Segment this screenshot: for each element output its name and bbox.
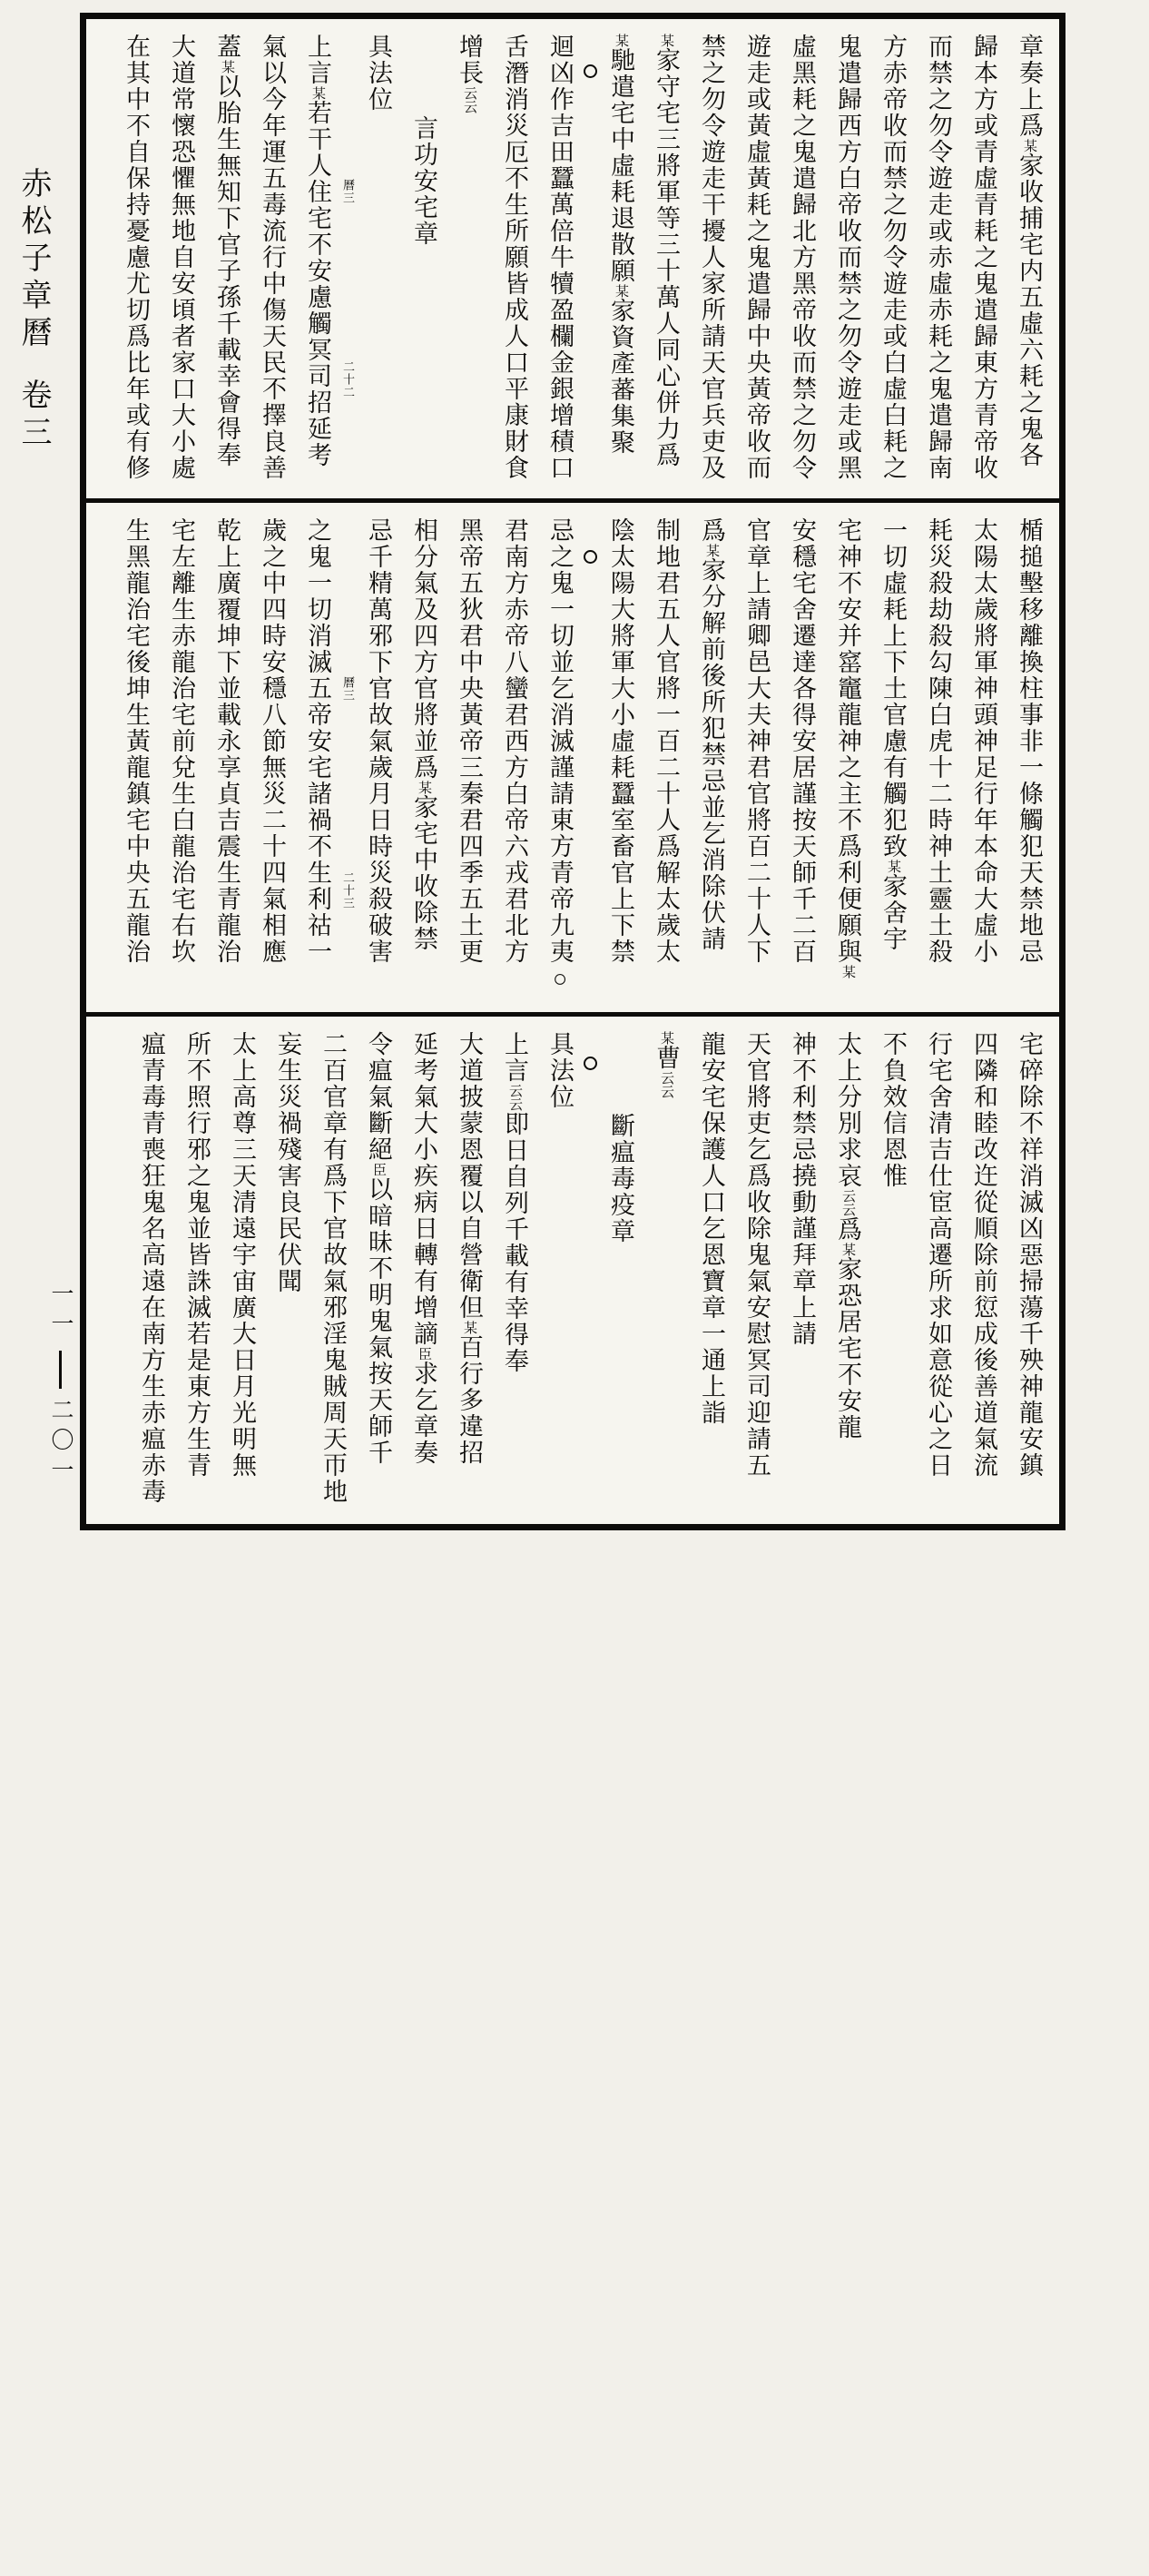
- column-text: 即日自列千載有幸得奉: [501, 1111, 528, 1374]
- gutter-column: [583, 1031, 598, 1519]
- text-column: [689, 34, 734, 493]
- column-text: 宅左離生赤龍治宅前兌生白龍治宅右坎: [168, 517, 195, 965]
- column-text: 氣以今年運五毒流行中傷天民不擇良善: [259, 34, 286, 481]
- folio-note: 二十三: [341, 871, 355, 909]
- text-column: [825, 1031, 870, 1519]
- column-text: 虛黑耗之鬼遣歸北方黑帝收而禁之勿令: [789, 34, 816, 481]
- text-column: [916, 517, 961, 1007]
- column-text: 家收捕宅内五虛六耗之鬼各: [1016, 152, 1043, 468]
- column-text: 陰太陽大將軍大小虛耗蠶室畜官上下禁: [607, 517, 634, 965]
- column-text: 以暗昧不明鬼氣按天師千: [365, 1176, 392, 1466]
- column-text: 斷瘟毒疫章: [607, 1113, 634, 1244]
- text-column: [113, 34, 159, 493]
- column-text: 蓋: [213, 34, 241, 60]
- column-text: 增長: [456, 34, 483, 86]
- text-column: [643, 34, 689, 493]
- text-column: [598, 34, 643, 493]
- text-column: [356, 34, 401, 493]
- text-column: [780, 1031, 825, 1519]
- section-marker-circle-icon: [584, 1057, 597, 1070]
- text-column: [961, 517, 1007, 1007]
- text-column: [356, 517, 401, 1007]
- gutter-column: [583, 517, 598, 1007]
- column-text: 太上高尊三天清遠宇宙廣大日月光明無: [229, 1031, 256, 1479]
- text-column: [870, 34, 916, 493]
- column-text: 曹: [653, 1045, 680, 1071]
- column-text: 太上分別求哀: [834, 1031, 861, 1189]
- column-text: 百行多違招: [456, 1334, 483, 1466]
- text-column: [159, 517, 204, 1007]
- text-column: [961, 34, 1007, 493]
- text-column: [643, 517, 689, 1007]
- small-char: 某: [614, 284, 628, 298]
- column-text: 家舍宇: [879, 873, 907, 952]
- column-text: 乾上廣覆坤下並載永享貞吉震生青龍治: [213, 517, 241, 965]
- gutter-column: [340, 517, 356, 1007]
- section-title-column: [598, 1031, 643, 1519]
- text-column: [401, 1031, 447, 1519]
- column-text: 而禁之勿令遊走或赤虛赤耗之鬼遣歸南: [925, 34, 952, 481]
- column-text: 龍安宅保護人口乞恩寶章一通上詣: [698, 1031, 725, 1426]
- small-char: 某: [1022, 139, 1036, 152]
- column-text: 大道披蒙恩覆以自營衛但: [456, 1031, 483, 1321]
- book-title-column: [15, 167, 51, 453]
- text-column: [356, 1031, 401, 1519]
- column-text: 天官將吏乞爲收除鬼氣安慰冥司迎請五: [743, 1031, 771, 1479]
- text-column: [537, 34, 583, 493]
- column-text: 二百官章有爲下官故氣邪淫鬼賊周天帀地: [319, 1031, 347, 1505]
- text-column: [689, 517, 734, 1007]
- text-column: [825, 34, 870, 493]
- column-text: 爲: [834, 1216, 861, 1243]
- column-text: 一切虛耗上下土官慮有觸犯致: [879, 517, 907, 860]
- text-column: [204, 34, 250, 493]
- text-column: [220, 1031, 265, 1519]
- column-text: 方赤帝收而禁之勿令遊走或白虛白耗之: [879, 34, 907, 481]
- section-title-column: [401, 34, 447, 493]
- column-text: 行宅舍清吉仕宦高遷所求如意從心之日: [925, 1031, 952, 1479]
- column-text: 求乞章奏: [410, 1361, 437, 1466]
- text-column: [250, 34, 295, 493]
- column-text: 神不利禁忌撓動謹拜章上請: [789, 1031, 816, 1347]
- column-text: 君南方赤帝八蠻君西方白帝六戎君北方: [501, 517, 528, 965]
- page-number-dash: [59, 1351, 62, 1389]
- column-text: 章奏上爲: [1016, 34, 1043, 139]
- text-column: [643, 1031, 689, 1519]
- column-text: 家分解前後所犯禁忌並乞消除伏請: [698, 557, 725, 952]
- column-text: 耗災殺劫殺勾陳白虎十二時神土靈土殺: [925, 517, 952, 965]
- small-char: 某: [840, 965, 855, 978]
- small-char: 某: [220, 60, 234, 74]
- column-text: 不負效信恩惟: [879, 1031, 907, 1189]
- column-text: 楯搥墼移離換柱事非一條觸犯天禁地忌: [1016, 517, 1043, 965]
- text-column: [159, 34, 204, 493]
- text-column: [204, 517, 250, 1007]
- text-column: [1007, 517, 1052, 1007]
- column-text: 安穩宅舍遷達各得安居謹按天師千二百: [789, 517, 816, 965]
- small-char: 云云: [507, 1084, 522, 1111]
- small-char: 臣: [417, 1347, 431, 1361]
- small-char: 某: [462, 1321, 476, 1334]
- text-column: [447, 34, 492, 493]
- column-text: 忌之鬼一切並乞消滅謹請東方青帝九夷○: [546, 517, 574, 994]
- section-marker-circle-icon: [584, 550, 597, 564]
- book-title: 赤松子章曆: [16, 167, 50, 353]
- text-column: [295, 517, 340, 1007]
- column-text: 上言: [501, 1031, 528, 1084]
- column-text: 妄生災禍殘害良民伏聞: [274, 1031, 301, 1294]
- column-text: 歸本方或青虛青耗之鬼遣歸東方青帝收: [970, 34, 997, 481]
- page-frame: [80, 13, 1066, 1530]
- small-char: 某: [310, 86, 325, 100]
- column-text: 具法位: [546, 1031, 574, 1110]
- column-text: 太陽太歲將軍神頭神足行年本命大虛小: [970, 517, 997, 965]
- column-text: 四隣和睦改迕從順除前愆成後善道氣流: [970, 1031, 997, 1479]
- column-text: 具法位: [365, 34, 392, 113]
- column-text: 遊走或黃虛黃耗之鬼遣歸中央黃帝收而: [743, 34, 771, 481]
- column-text: 爲: [698, 517, 725, 544]
- section-marker-circle-icon: [584, 64, 597, 78]
- small-char: 云云: [840, 1189, 855, 1216]
- column-text: 大道常懷恐懼無地自安頃者家口大小處: [168, 34, 195, 481]
- text-column: [250, 517, 295, 1007]
- text-column: [537, 1031, 583, 1519]
- text-column: [447, 517, 492, 1007]
- column-text: 迴凶作吉田蠶萬倍牛犢盈欄金銀增積口: [546, 34, 574, 481]
- text-column: [113, 517, 159, 1007]
- column-text: 上言: [304, 34, 331, 86]
- small-char: 某: [704, 544, 719, 557]
- register-top: [86, 19, 1059, 503]
- text-column: [598, 517, 643, 1007]
- text-column: [780, 517, 825, 1007]
- column-text: 之鬼一切消滅五帝安宅諸禍不生利祜一: [304, 517, 331, 965]
- small-char: 某: [417, 781, 431, 794]
- folio-note: 曆三: [341, 676, 355, 702]
- column-text: 舌潛消災厄不生所願皆成人口平康財食: [501, 34, 528, 481]
- column-text: 延考氣大小疾病日轉有增謫: [410, 1031, 437, 1347]
- small-char: 云云: [659, 1071, 673, 1098]
- small-char: 某: [840, 1243, 855, 1256]
- volume-label: 卷三: [16, 379, 50, 453]
- small-char: 某: [659, 1031, 673, 1045]
- column-text: 在其中不自保持憂慮尤切爲比年或有修: [123, 34, 150, 481]
- text-column: [492, 517, 537, 1007]
- column-text: 令瘟氣斷絕: [365, 1031, 392, 1163]
- text-column: [401, 517, 447, 1007]
- text-column: [310, 1031, 356, 1519]
- text-column: [916, 1031, 961, 1519]
- column-text: 若干人住宅不安慮觸冥司招延考: [304, 100, 331, 468]
- page-number-top: 一一: [48, 1282, 73, 1342]
- register-middle: [86, 503, 1059, 1017]
- gutter-column: [340, 34, 356, 493]
- column-text: 歲之中四時安穩八節無災二十四氣相應: [259, 517, 286, 965]
- text-column: [734, 34, 780, 493]
- text-column: [295, 34, 340, 493]
- text-column: [129, 1031, 174, 1519]
- column-text: 黑帝五狄君中央黃帝三秦君四季五土更: [456, 517, 483, 965]
- column-text: 家資產蕃集聚: [607, 298, 634, 456]
- text-column: [961, 1031, 1007, 1519]
- text-column: [870, 517, 916, 1007]
- column-text: 制地君五人官將一百二十人爲解太歲太: [653, 517, 680, 965]
- folio-note: 曆三: [341, 179, 355, 204]
- column-text: 忌千精萬邪下官故氣歲月日時災殺破害: [365, 517, 392, 965]
- small-char: 臣: [371, 1163, 386, 1176]
- column-text: 家守宅三將軍等三十萬人同心併力爲: [653, 47, 680, 468]
- column-text: 瘟青毒青喪狂鬼名高遠在南方生赤瘟赤毒: [138, 1031, 165, 1505]
- column-text: 禁之勿令遊走干擾人家所請天官兵吏及: [698, 34, 725, 481]
- folio-note: 二十二: [341, 360, 355, 398]
- column-text: 所不照行邪之鬼並皆誅滅若是東方生青: [183, 1031, 211, 1479]
- column-text: 宅神不安并窰竈龍神之主不爲利便願與: [834, 517, 861, 965]
- text-column: [537, 517, 583, 1007]
- text-column: [1007, 34, 1052, 493]
- column-text: 家恐居宅不安龍: [834, 1256, 861, 1440]
- small-char: 某: [659, 34, 673, 47]
- text-column: [734, 517, 780, 1007]
- column-text: 以胎生無知下官子孫千載幸會得奉: [213, 74, 241, 468]
- small-char: 某: [614, 34, 628, 47]
- text-column: [734, 1031, 780, 1519]
- text-column: [265, 1031, 310, 1519]
- column-text: 相分氣及四方官將並爲: [410, 517, 437, 781]
- gutter-column: [583, 34, 598, 493]
- register-bottom: [86, 1017, 1059, 1524]
- text-column: [689, 1031, 734, 1519]
- text-column: [492, 1031, 537, 1519]
- text-column: [870, 1031, 916, 1519]
- small-char: 某: [886, 860, 900, 873]
- column-text: 生黑龍治宅後坤生黃龍鎮宅中央五龍治: [123, 517, 150, 965]
- text-column: [825, 517, 870, 1007]
- text-column: [780, 34, 825, 493]
- text-column: [447, 1031, 492, 1519]
- page-number-bottom: 二〇一: [48, 1398, 73, 1488]
- column-text: 馳遣宅中虛耗退散願: [607, 47, 634, 284]
- column-text: 鬼遣歸西方白帝收而禁之勿令遊走或黑: [834, 34, 861, 481]
- column-text: 言功安宅章: [410, 115, 437, 247]
- column-text: 家宅中收除禁: [410, 794, 437, 952]
- text-column: [174, 1031, 220, 1519]
- text-column: [1007, 1031, 1052, 1519]
- column-text: 官章上請卿邑大夫神君官將百二十人下: [743, 517, 771, 965]
- text-column: [492, 34, 537, 493]
- text-column: [916, 34, 961, 493]
- small-char: 云云: [462, 86, 476, 113]
- column-text: 宅碎除不祥消滅凶惡掃蕩千殃神龍安鎮: [1016, 1031, 1043, 1479]
